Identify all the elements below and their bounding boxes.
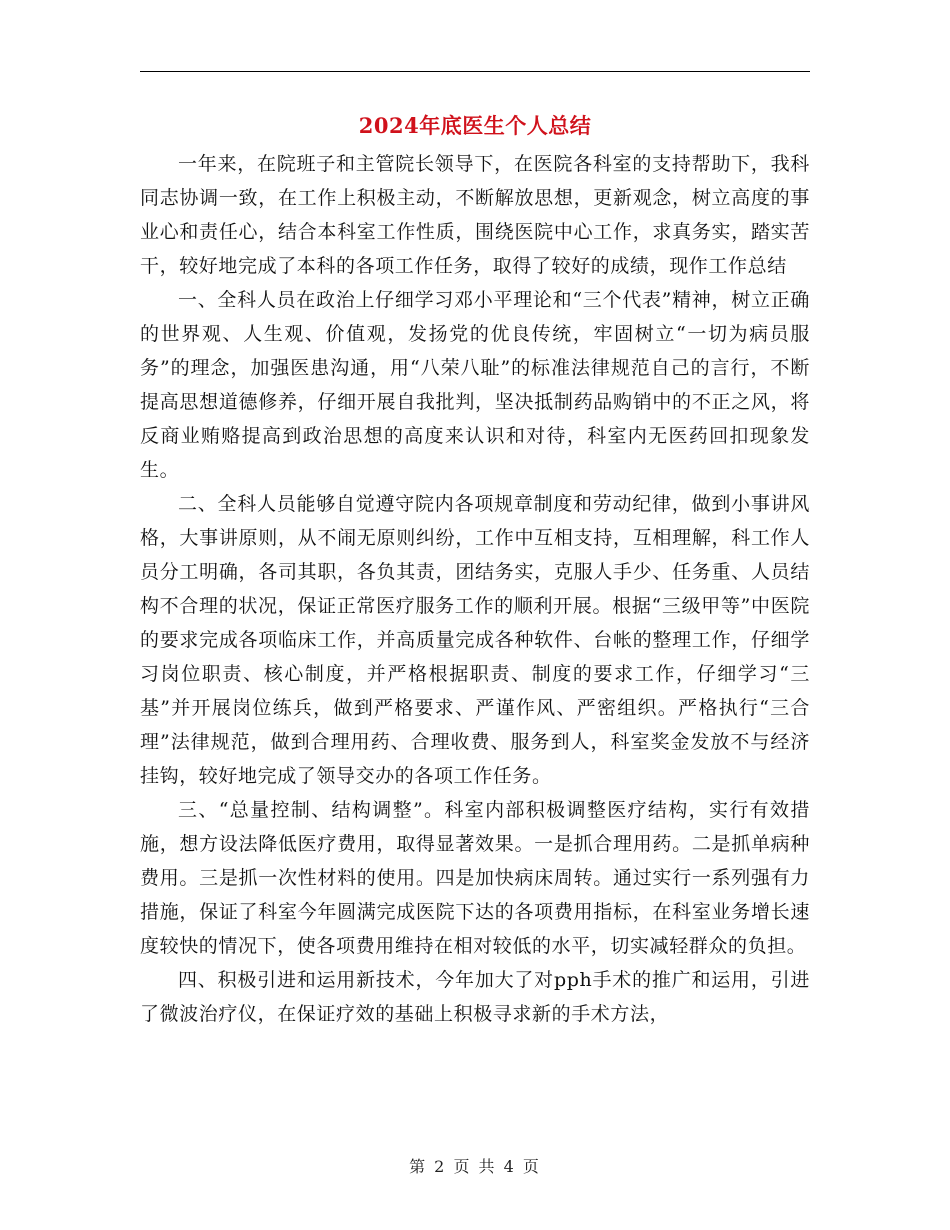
header-rule (140, 71, 810, 72)
page-number-footer: 第 2 页 共 4 页 (409, 1157, 541, 1176)
paragraph-section-2: 二、全科人员能够自觉遵守院内各项规章制度和劳动纪律，做到小事讲风格，大事讲原则，从不闹无原则纠纷，工作中互相支持，互相理解，科工作人员分工明确，各司其职，各负其责，团结务实，克服人手少、任务重、人员结构不合理的状况，保证正常医疗服务工作的顺利开展。根据“三级甲等”中医院的要求完成各项临床工作，并高质量完成各种软件、台帐的整理工作，仔细学习岗位职责、核心制度，并严格根据职责、制度的要求工作，仔细学习“三基”并开展岗位练兵，做到严格要求、严谨作风、严密组织。严格执行“三合理”法律规范，做到合理用药、合理收费、服务到人，科室奖金发放不与经济挂钩，较好地完成了领导交办的各项工作任务。 (140, 493, 810, 787)
document-title: 2024年底医生个人总结 (358, 113, 592, 138)
paragraph-section-1: 一、全科人员在政治上仔细学习邓小平理论和“三个代表”精神，树立正确的世界观、人生观、价值观，发扬党的优良传统，牢固树立“一切为病员服务”的理念，加强医患沟通，用“八荣八耻”的标准法律规范自己的言行，不断提高思想道德修养，仔细开展自我批判，坚决抵制药品购销中的不正之风，将反商业贿赂提高到政治思想的高度来认识和对待，科室内无医药回扣现象发生。 (140, 289, 810, 481)
paragraph-section-3: 三、“总量控制、结构调整”。科室内部积极调整医疗结构，实行有效措施，想方设法降低医疗费用，取得显著效果。一是抓合理用药。二是抓单病种费用。三是抓一次性材料的使用。四是加快病床周转。通过实行一系列强有力措施，保证了科室今年圆满完成医院下达的各项费用指标，在科室业务增长速度较快的情况下，使各项费用维持在相对较低的水平，切实减轻群众的负担。 (140, 799, 810, 957)
paragraph-section-4: 四、积极引进和运用新技术，今年加大了对pph手术的推广和运用，引进了微波治疗仪，在保证疗效的基础上积极寻求新的手术方法， (140, 969, 810, 1025)
document-body (140, 147, 810, 1031)
paragraph-intro: 一年来，在院班子和主管院长领导下，在医院各科室的支持帮助下，我科同志协调一致，在工作上积极主动，不断解放思想，更新观念，树立高度的事业心和责任心，结合本科室工作性质，围绕医院中心工作，求真务实，踏实苦干，较好地完成了本科的各项工作任务，取得了较好的成绩，现作工作总结 (140, 153, 810, 277)
